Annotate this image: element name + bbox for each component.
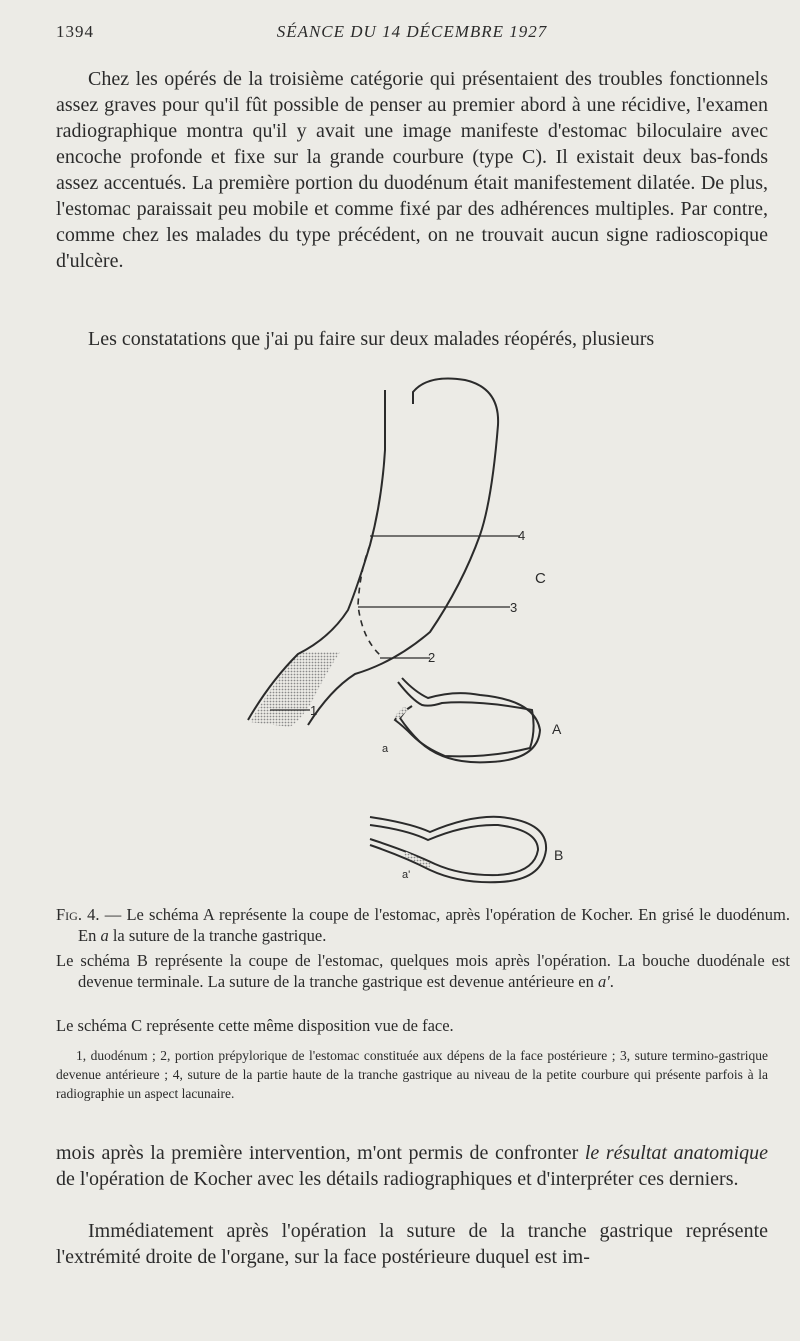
label-4: 4 <box>518 528 526 543</box>
figure-legend: 1, duodénum ; 2, portion prépylorique de l'estomac constituée aux dépens de la face postérieure ; 3, suture termino-gastrique devenue antérieure ; 4, suture de la partie haute de la tranche gastrique au niveau de la petite courbure qui présente parfois à la radiographie un aspect lacunaire. <box>56 1048 768 1101</box>
running-title: SÉANCE DU 14 DÉCEMBRE 1927 <box>276 22 548 41</box>
stomach-schema <box>230 370 590 900</box>
figure-label: Fig. 4. <box>56 905 100 924</box>
paragraph-2: Les constatations que j'ai pu faire sur deux malades réopérés, plusieurs <box>88 328 655 350</box>
page-number: 1394 <box>56 22 94 41</box>
label-c: C <box>535 570 546 587</box>
schema-a <box>395 678 540 762</box>
duodenum-shading <box>250 652 340 727</box>
paragraph-1: Chez les opérés de la troisième catégorie qui présentaient des troubles fonctionnels assez graves pour qu'il fût possible de penser au premier abord à une récidive, l'examen radiographique montra qu'il y avait une image manifeste d'estomac biloculaire avec encoche profonde et fixe sur la grande courbure (type C). Il existait deux bas-fonds assez accentués. La première portion du duodénum était manifestement dilatée. De plus, l'estomac paraissait peu mobile et comme fixé par des adhérences multiples. Par contre, comme chez les malades du type précédent, on ne trouvait aucun signe radioscopique d'ulcère. <box>56 68 768 272</box>
label-b-schema: B <box>554 847 564 863</box>
schema-b <box>370 817 546 882</box>
paragraph-4: Immédiatement après l'opération la suture de la tranche gastrique représente l'extrémité droite de l'organe, sur la face postérieure duquel est im- <box>56 1220 768 1268</box>
greater-curvature-line <box>308 379 498 726</box>
label-2: 2 <box>428 650 436 665</box>
label-a-prime: a' <box>402 869 411 881</box>
caption-line-1: Fig. 4. — Le schéma A représente la coupe de l'estomac, après l'opération de Kocher. En grisé le duodénum. En a la suture de la tranche gastrique. <box>56 905 790 945</box>
page-header <box>56 22 768 46</box>
caption-line-3: Le schéma C représente cette même disposition vue de face. <box>56 1016 454 1035</box>
schema-c <box>248 379 520 728</box>
label-3: 3 <box>510 600 518 615</box>
label-a-schema: A <box>552 721 562 737</box>
suture-a <box>396 708 406 718</box>
suture-dashed-line <box>358 545 380 655</box>
label-a-suture: a <box>382 743 389 755</box>
figure-4 <box>230 370 590 900</box>
label-1: 1 <box>310 703 318 718</box>
caption-line-2: Le schéma B représente la coupe de l'estomac, quelques mois après l'opération. La bouche duodénale est devenue terminale. La suture de la tranche gastrique est devenue antérieure en a'. <box>56 951 790 991</box>
paragraph-3: mois après la première intervention, m'ont permis de confronter le résultat anatomique de l'opération de Kocher avec les détails radiographiques et d'interpréter ces derniers. <box>56 1142 768 1190</box>
